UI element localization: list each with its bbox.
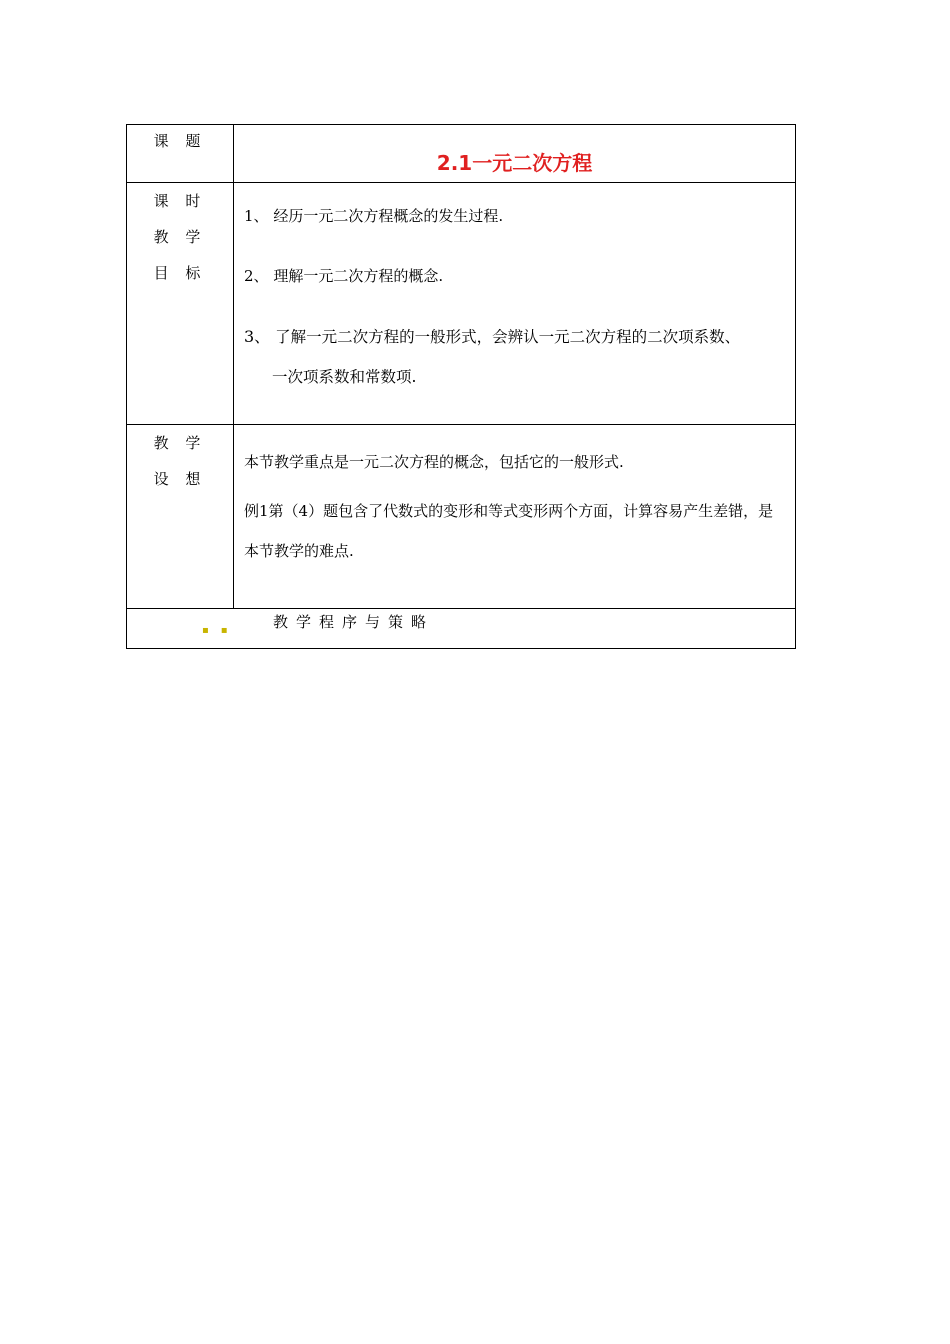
goal-text-continued: 一次项系数和常数项. xyxy=(272,368,417,386)
course-title: 2.1一元二次方程 xyxy=(436,151,593,175)
goal-item xyxy=(244,205,783,227)
title-label: 课 题 xyxy=(153,132,207,150)
design-label-cell xyxy=(127,425,234,609)
goal-text: 经历一元二次方程概念的发生过程. xyxy=(273,207,504,225)
design-paragraph: 例1第（4）题包含了代数式的变形和等式变形两个方面，计算容易产生差错，是本节教学的难点. xyxy=(244,502,774,560)
footer-cell xyxy=(127,609,796,649)
goals-label-line: 目 标 xyxy=(153,264,207,282)
design-label-line: 设 想 xyxy=(153,470,207,488)
lesson-plan-sheet xyxy=(126,124,795,647)
title-body-cell xyxy=(234,125,796,183)
decorative-dots-icon: ▪▪ xyxy=(202,625,240,636)
goals-row xyxy=(127,183,796,425)
title-label-cell xyxy=(127,125,234,183)
design-body-cell xyxy=(234,425,796,609)
goal-number: 2、 xyxy=(244,267,269,285)
goals-body-cell xyxy=(234,183,796,425)
design-row xyxy=(127,425,796,609)
goal-line xyxy=(244,317,783,357)
goal-text: 了解一元二次方程的一般形式，会辨认一元二次方程的二次项系数、 xyxy=(275,328,741,346)
goal-text: 理解一元二次方程的概念. xyxy=(273,267,444,285)
footer-heading: 教学程序与策略 xyxy=(273,613,435,631)
goals-label-line: 教 学 xyxy=(153,228,207,246)
footer-row xyxy=(127,609,796,649)
goals-label-line: 课 时 xyxy=(153,192,207,210)
goal-number: 3、 xyxy=(244,327,271,346)
design-label-line: 教 学 xyxy=(153,434,207,452)
goals-label-cell xyxy=(127,183,234,425)
goal-item xyxy=(244,317,783,397)
title-row xyxy=(127,125,796,183)
design-paragraph: 本节教学重点是一元二次方程的概念，包括它的一般形式. xyxy=(244,453,624,471)
lesson-plan-table xyxy=(126,124,796,649)
goal-item xyxy=(244,265,783,287)
goal-number: 1、 xyxy=(244,207,269,225)
